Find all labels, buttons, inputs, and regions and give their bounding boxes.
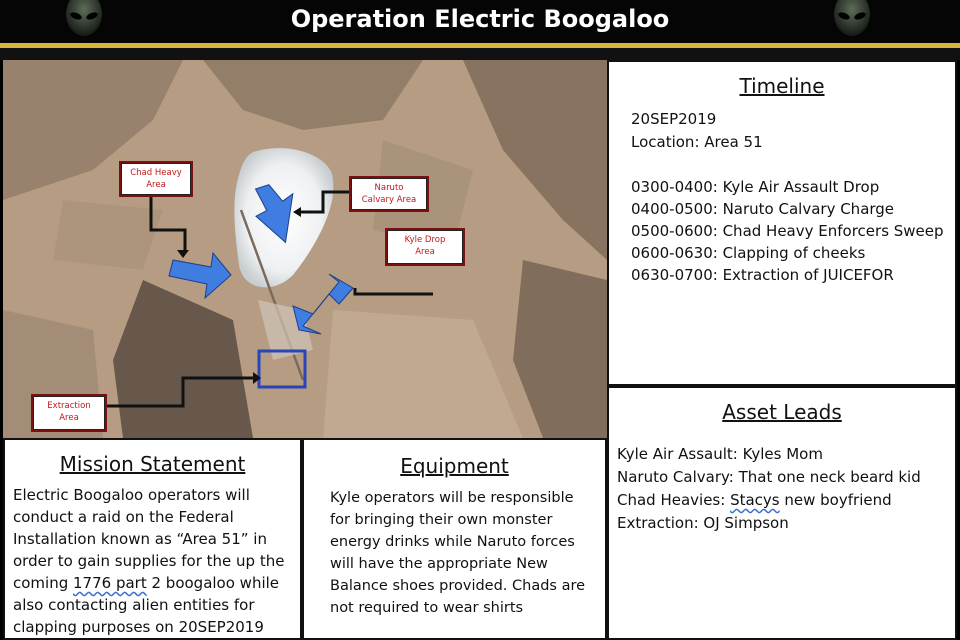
text-segment: new boyfriend [779, 491, 892, 509]
equipment-text-line: will have the appropriate New [330, 556, 548, 572]
timeline-panel [607, 60, 957, 386]
mission-text-line [13, 572, 279, 595]
kyle-drop-area-label [387, 230, 463, 264]
timeline-title: Timeline [739, 74, 825, 98]
equipment-text-line: Balance shoes provided. Chads are [330, 578, 586, 594]
extraction-area-label [33, 396, 105, 430]
timeline-entry: 0600-0630: Clapping of cheeks [631, 244, 866, 262]
asset-lead-item: Naruto Calvary: That one neck beard kid [617, 468, 921, 486]
satellite-map [3, 60, 607, 438]
asset-leads-title: Asset Leads [722, 400, 842, 424]
label-line: Area [59, 413, 79, 423]
equipment-text-line: for bringing their own monster [330, 512, 553, 528]
timeline-entry: 0300-0400: Kyle Air Assault Drop [631, 178, 880, 196]
asset-leads-panel [607, 386, 957, 640]
text-segment: coming [13, 574, 73, 592]
misspelled-word: 1776 part [73, 574, 147, 592]
mission-text-line: Installation known as “Area 51” in [13, 530, 267, 548]
equipment-title: Equipment [400, 454, 509, 478]
label-line: Area [146, 180, 166, 190]
mission-text-line: clapping purposes on 20SEP2019 [13, 618, 264, 636]
equipment-text-line: not required to wear shirts [330, 600, 524, 616]
page-title: Operation Electric Boogaloo [290, 5, 670, 33]
text-segment: Chad Heavies: [617, 491, 731, 509]
mission-text-line: conduct a raid on the Federal [13, 508, 234, 526]
alien-head-icon [828, 0, 876, 42]
header-divider [0, 48, 960, 60]
naruto-calvary-area-label [351, 178, 427, 210]
text-segment: 2 boogaloo while [146, 574, 280, 592]
mission-text-line: Electric Boogaloo operators will [13, 486, 250, 504]
label-line: Extraction [47, 401, 91, 411]
chad-heavy-area-label [121, 163, 191, 195]
label-line: Area [415, 247, 435, 257]
equipment-text-line: energy drinks while Naruto forces [330, 534, 575, 550]
timeline-entry: 0400-0500: Naruto Calvary Charge [631, 200, 895, 218]
mission-text-line: also contacting alien entities for [13, 596, 255, 614]
timeline-entry: 0500-0600: Chad Heavy Enforcers Sweep [631, 222, 944, 240]
misspelled-word: Stacys [730, 491, 780, 509]
timeline-date: 20SEP2019 [631, 110, 717, 128]
timeline-entry: 0630-0700: Extraction of JUICEFOR [631, 266, 894, 284]
timeline-location: Location: Area 51 [631, 133, 763, 151]
mission-text-line: order to gain supplies for the up the [13, 552, 285, 570]
asset-lead-item: Extraction: OJ Simpson [617, 514, 789, 532]
equipment-panel [302, 438, 607, 640]
label-line: Naruto [374, 183, 404, 193]
header-bar [0, 0, 960, 48]
asset-lead-item: Kyle Air Assault: Kyles Mom [617, 445, 823, 463]
mission-statement-panel [3, 438, 302, 640]
label-line: Calvary Area [361, 195, 417, 205]
label-line: Kyle Drop [404, 235, 446, 245]
asset-lead-item [617, 489, 892, 512]
satellite-image [3, 60, 607, 438]
equipment-text-line: Kyle operators will be responsible [330, 490, 574, 506]
label-line: Chad Heavy [130, 168, 182, 178]
mission-statement-title: Mission Statement [59, 452, 246, 476]
